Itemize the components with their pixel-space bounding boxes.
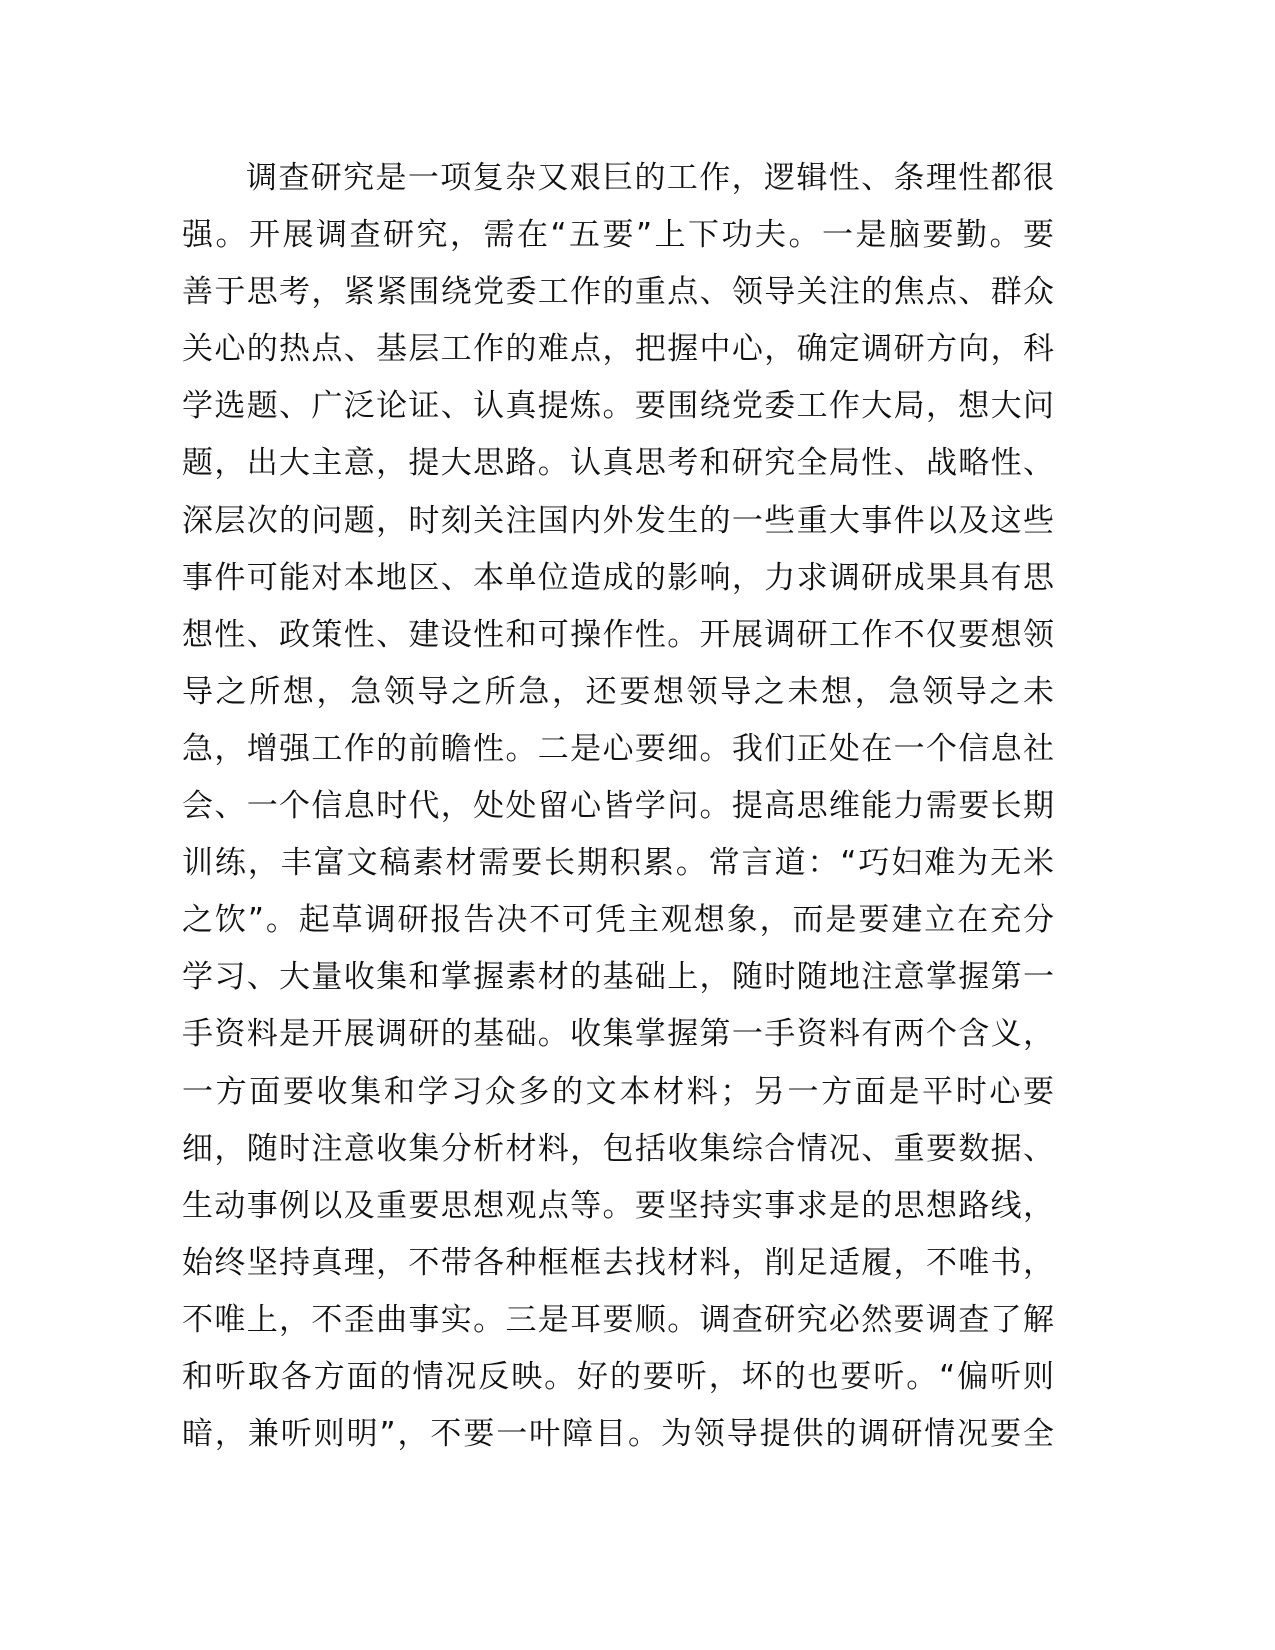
text-line: 事件可能对本地区、本单位造成的影响，力求调研成果具有思 bbox=[182, 559, 1054, 596]
text-line: 题，出大主意，提大思路。认真思考和研究全局性、战略性、 bbox=[182, 445, 1054, 482]
text-line: 导之所想，急领导之所急，还要想领导之未想，急领导之未 bbox=[182, 673, 1054, 710]
text-line: 不唯上，不歪曲事实。三是耳要顺。调查研究必然要调查了解 bbox=[182, 1301, 1054, 1338]
text-line: 急，增强工作的前瞻性。二是心要细。我们正处在一个信息社 bbox=[182, 730, 1054, 767]
text-line: 调查研究是一项复杂又艰巨的工作，逻辑性、条理性都很 bbox=[246, 160, 1054, 196]
text-line: 一方面要收集和学习众多的文本材料；另一方面是平时心要 bbox=[182, 1073, 1054, 1110]
text-line: 关心的热点、基层工作的难点，把握中心，确定调研方向，科 bbox=[182, 331, 1054, 368]
text-line: 手资料是开展调研的基础。收集掌握第一手资料有两个含义， bbox=[182, 1016, 1054, 1053]
text-line: 训练，丰富文稿素材需要长期积累。常言道：“巧妇难为无米 bbox=[182, 845, 1054, 882]
text-line: 始终坚持真理，不带各种框框去找材料，削足适履，不唯书， bbox=[182, 1244, 1054, 1281]
text-line: 细，随时注意收集分析材料，包括收集综合情况、重要数据、 bbox=[182, 1130, 1054, 1167]
text-line: 强。开展调查研究，需在“五要”上下功夫。一是脑要勤。要 bbox=[182, 217, 1054, 254]
text-line: 深层次的问题，时刻关注国内外发生的一些重大事件以及这些 bbox=[182, 502, 1054, 539]
text-line: 善于思考，紧紧围绕党委工作的重点、领导关注的焦点、群众 bbox=[182, 274, 1054, 311]
text-line: 之饮”。起草调研报告决不可凭主观想象，而是要建立在充分 bbox=[182, 902, 1054, 939]
text-line: 学选题、广泛论证、认真提炼。要围绕党委工作大局，想大问 bbox=[182, 388, 1054, 425]
text-line: 想性、政策性、建设性和可操作性。开展调研工作不仅要想领 bbox=[182, 616, 1054, 653]
text-line: 和听取各方面的情况反映。好的要听，坏的也要听。“偏听则 bbox=[182, 1358, 1054, 1395]
text-line: 学习、大量收集和掌握素材的基础上，随时随地注意掌握第一 bbox=[182, 959, 1054, 996]
text-line: 暗，兼听则明”，不要一叶障目。为领导提供的调研情况要全 bbox=[182, 1416, 1054, 1453]
body-paragraph bbox=[182, 150, 1054, 1463]
text-line: 会、一个信息时代，处处留心皆学问。提高思维能力需要长期 bbox=[182, 788, 1054, 825]
text-line: 生动事例以及重要思想观点等。要坚持实事求是的思想路线， bbox=[182, 1187, 1054, 1224]
